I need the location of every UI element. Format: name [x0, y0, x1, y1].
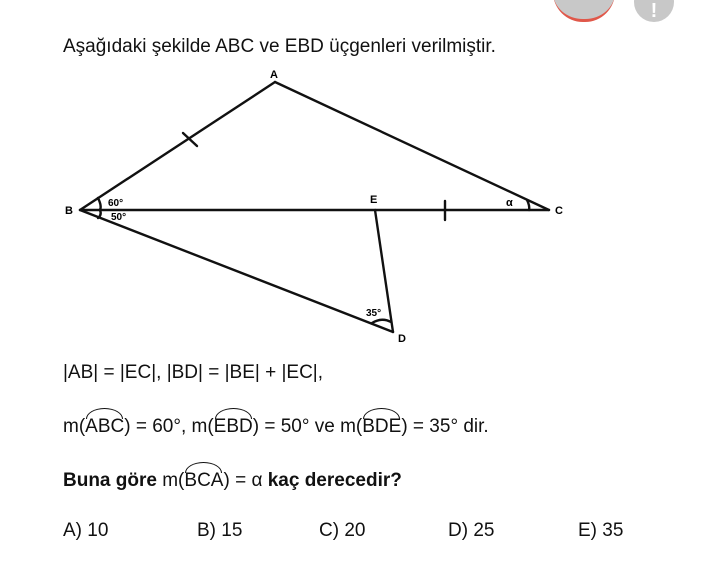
geometry-figure: [0, 60, 708, 360]
choice-e[interactable]: E) 35: [578, 520, 624, 541]
question-text-1: m(: [156, 470, 185, 491]
cond2-text-3: ) = 50° ve m(: [252, 416, 363, 437]
angle-BDE-notation: BDE: [362, 413, 401, 438]
arc-angle-BDE: [372, 320, 391, 323]
segment-AB: [80, 82, 275, 210]
choice-b[interactable]: B) 15: [197, 520, 243, 541]
angle-EBD-notation: EBD: [214, 413, 253, 438]
alert-icon[interactable]: !: [634, 0, 674, 22]
cond2-text-1: m(: [63, 416, 86, 437]
toolbar-tab-button[interactable]: [553, 0, 615, 22]
label-angle-EBD: 50°: [111, 212, 127, 223]
label-angle-BCA: α: [506, 197, 513, 209]
cond2-text-4: ) = 35° dir.: [401, 416, 489, 437]
condition-line-2: [63, 413, 489, 438]
choice-a[interactable]: A) 10: [63, 520, 109, 541]
label-E: E: [370, 194, 378, 206]
arc-angle-BCA: [527, 200, 529, 210]
segment-AC: [275, 82, 549, 210]
label-angle-BDE: 35°: [366, 308, 382, 319]
top-toolbar: [0, 0, 708, 30]
label-B: B: [65, 205, 73, 217]
intro-text: Aşağıdaki şekilde ABC ve EBD üçgenleri verilmiştir.: [63, 36, 496, 57]
label-angle-ABC: 60°: [108, 198, 124, 209]
condition-line-1: |AB| = |EC|, |BD| = |BE| + |EC|,: [63, 362, 324, 383]
question-text: [63, 467, 402, 492]
label-C: C: [555, 205, 563, 217]
question-text-2: ) = α: [223, 470, 268, 491]
label-A: A: [270, 69, 278, 81]
choice-d[interactable]: D) 25: [448, 520, 495, 541]
arc-angle-ABC: [98, 198, 101, 210]
angle-ABC-notation: ABC: [85, 413, 124, 438]
cond2-text-2: ) = 60°, m(: [124, 416, 214, 437]
label-D: D: [398, 333, 406, 345]
question-bold-2: kaç derecedir?: [267, 470, 402, 491]
angle-BCA-notation: BCA: [184, 467, 223, 492]
choice-c[interactable]: C) 20: [319, 520, 366, 541]
segment-BD: [80, 210, 393, 332]
question-bold-1: Buna göre: [63, 470, 157, 491]
